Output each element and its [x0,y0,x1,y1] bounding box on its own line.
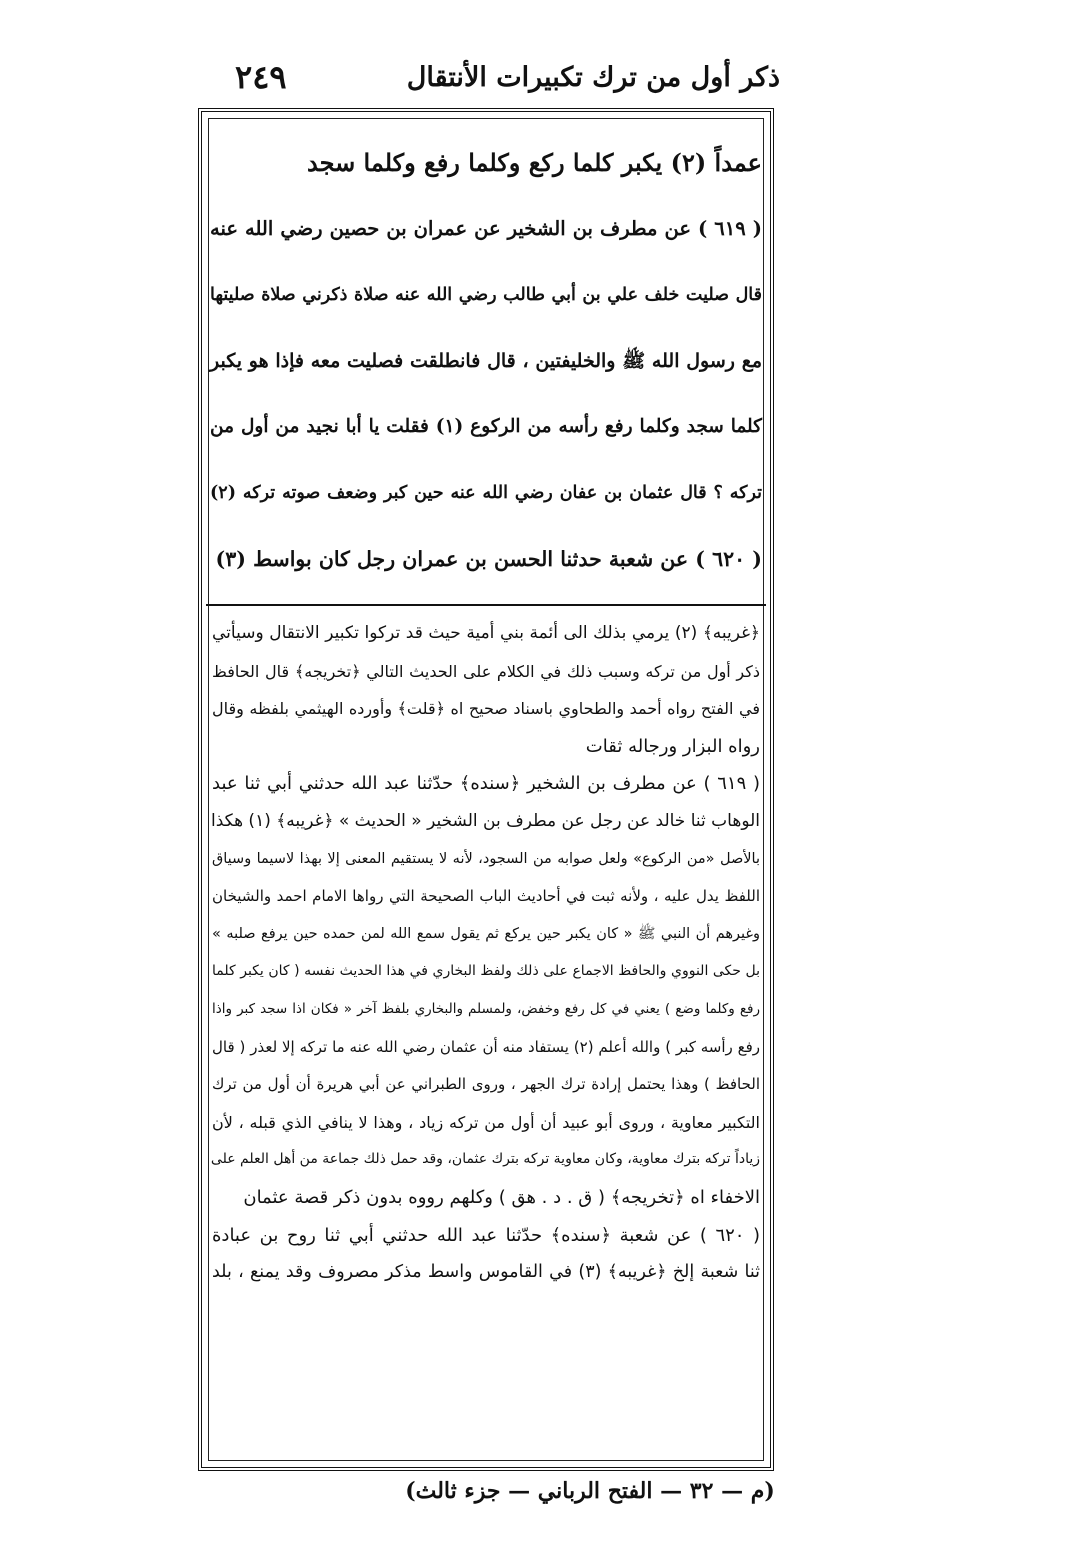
main-text-line: ( ٦١٩ ) عن مطرف بن الشخير عن عمران بن حصين رضي الله عنه [210,217,762,240]
note-line: رفع وكلما وضع ) يعني في كل رفع وخفض، ولمسلم والبخاري بلفظ آخر « فكان اذا سجد كبر واذا [212,1000,760,1017]
note-line: ذكر أول من تركه وسبب ذلك في الكلام على الحديث التالي ﴿تخريجه﴾ قال الحافظ [212,661,760,681]
page-number: ٢٤٩ [235,58,287,96]
note-line: التكبير معاوية ، وروى أبو عبيد أن أول من تركه زياد ، وهذا لا ينافي الذي قبله ، لأن [212,1112,760,1132]
note-line: ( ٦٢٠ ) عن شعبة ﴿سنده﴾ حدّثنا عبد الله حدثني أبي ثنا روح بن عبادة [212,1224,760,1246]
main-hadith-text [210,130,762,600]
main-text-line: كلما سجد وكلما رفع رأسه من الركوع (١) فقلت يا أبا نجيد من أول من [210,416,762,437]
note-line: وغيرهم أن النبي ﷺ « كان يكبر حين يركع ثم يقول سمع الله لمن حمده حين يرفع صلبه » [212,925,760,942]
main-text-line: ( ٦٢٠ ) عن شعبة حدثنا الحسن بن عمران رجل كان بواسط (٣) [215,547,762,571]
page-footer: (م — ٣٢ — الفتح الرباني — جزء ثالث) [405,1478,775,1504]
note-line: رواه البزار ورجاله ثقات [585,735,760,757]
note-line: الاخفاء اه ﴿تخريجه﴾ ( ق . د . هق ) وكلهم رووه بدون ذكر قصة عثمان [243,1186,760,1208]
main-text-line: مع رسول الله ﷺ والخليفتين ، قال فانطلقت فصليت معه فإذا هو يكبر [210,350,762,372]
main-text-line: قال صليت خلف علي بن أبي طالب رضي الله عنه صلاة ذكرني صلاة صليتها [210,285,762,305]
note-line: ثنا شعبة إلخ ﴿غريبه﴾ (٣) في القاموس واسط مذكر مصروف وقد يمنع ، بلد [212,1262,761,1283]
running-title: ذكر أول من ترك تكبيرات الأنتقال [406,62,780,93]
note-line: ( ٦١٩ ) عن مطرف بن الشخير ﴿سنده﴾ حدّثنا عبد الله حدثني أبي ثنا عبد [212,773,760,795]
note-line: بل حكى النووي والحافظ الاجماع على ذلك ولفظ البخاري في هذا الحديث نفسه ( كان يكبر كلما [212,963,760,980]
main-text-line: تركه ؟ قال عثمان بن عفان رضي الله عنه حين كبر وضعف صوته تركه (٢) [210,483,762,503]
note-line: رفع رأسه كبر ) والله أعلم (٢) يستفاد منه أن عثمان رضي الله عنه ما تركه إلا لعذر ( قال [212,1037,761,1056]
note-line: بالأصل «من الركوع» ولعل صوابه من السجود، لأنه لا يستقيم المعنى إلا بهذا لاسيما وسياق [212,850,760,867]
note-line: الوهاب ثنا خالد عن رجل عن مطرف بن الشخير « الحديث » ﴿غريبه﴾ (١) هكذا [211,810,760,831]
commentary-separator [206,604,766,606]
note-line: في الفتح رواه أحمد والطحاوي باسناد صحيح اه ﴿قلت﴾ وأورده الهيثمي بلفظه وقال [212,699,760,719]
page-header [200,58,800,104]
note-line: زياداً تركه بترك معاوية، وكان معاوية تركه بترك عثمان، وقد حمل ذلك جماعة من أهل العلم على [210,1151,760,1168]
note-line: ﴿غريبه﴾ (٢) يرمي بذلك الى أئمة بني أمية حيث قد تركوا تكبير الانتقال وسيأتي [212,623,760,643]
main-text-line: عمداً (٢) يكبر كلما ركع وكلما رفع وكلما سجد [306,148,762,177]
note-line: الحافظ ) وهذا يحتمل إرادة ترك الجهر ، وروى الطبراني عن أبي هريرة أن أول من ترك [212,1075,760,1094]
note-line: اللفظ يدل عليه ، ولأنه ثبت في أحاديث الباب الصحيحة التي رواها الامام احمد والشيخان [212,887,760,906]
commentary-notes [212,615,760,1425]
